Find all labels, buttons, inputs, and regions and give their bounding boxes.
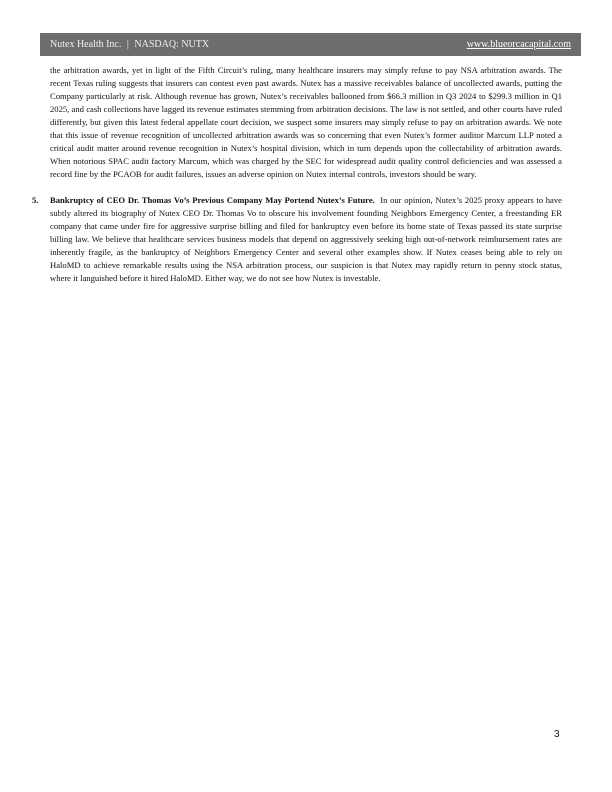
header-company: Nutex Health Inc. — [50, 39, 122, 50]
header-company-ticker — [50, 39, 209, 50]
website-link[interactable]: www.blueorcacapital.com — [466, 39, 571, 50]
header-separator: | — [126, 39, 129, 50]
item-paragraph — [50, 194, 562, 285]
header-ticker: NASDAQ: NUTX — [134, 39, 210, 50]
item-number: 5. — [32, 195, 39, 205]
numbered-item — [32, 194, 562, 285]
page-number: 3 — [554, 729, 560, 740]
page-content — [32, 64, 562, 285]
page-header — [40, 33, 581, 56]
continued-paragraph: the arbitration awards, yet in light of the Fifth Circuit’s ruling, many healthcare insurers may simply refuse to pay NSA arbitration awards. The recent Texas ruling suggests that insurers can contest even past awards. Nutex has a massive receivables balance of uncollected awards, putting the Company particularly at risk. Although revenue has grown, Nutex’s receivables ballooned from $66.3 million in Q3 2024 to $299.3 million in Q1 2025, and cash collections have lagged its revenue estimates stemming from arbitration decisions. The law is not settled, and other courts have ruled differently, but given this latest federal appellate court decision, we suspect some insurers may simply refuse to pay on arbitration awards. We note that this issue of revenue recognition of uncollected arbitration awards was so concerning that even Nutex’s former auditor Marcum LLP noted a critical audit matter around revenue recognition in Nutex’s hospital division, which in turn depends upon the collectability of arbitration awards. When notorious SPAC audit factory Marcum, which was charged by the SEC for widespread audit quality control deficiencies and was assessed a record fine by the PCAOB for audit failures, issues an adverse opinion on Nutex internal controls, investors should be wary. — [50, 65, 562, 179]
item-text: In our opinion, Nutex’s 2025 proxy appears to have subtly altered its biography of Nutex CEO Dr. Thomas Vo to obscure his involvement founding Neighbors Emergency Center, a freestanding ER company that came under fire for aggressive surprise billing and filed for bankruptcy even before its home state of Texas passed its state surprise billing law. We believe that healthcare services business models that depend on aggressively seeking high out-of-network reimbursement rates are inherently fragile, as the bankruptcy of Neighbors Emergency Center and several other examples show. If Nutex ceases being able to rely on HaloMD to achieve remarkable results using the NSA arbitration process, our suspicion is that Nutex may rapidly return to penny stock status, where it languished before it hired HaloMD. Either way, we do not see how Nutex is investable. — [50, 195, 562, 283]
item-title: Bankruptcy of CEO Dr. Thomas Vo’s Previous Company May Portend Nutex’s Future. — [50, 195, 375, 205]
